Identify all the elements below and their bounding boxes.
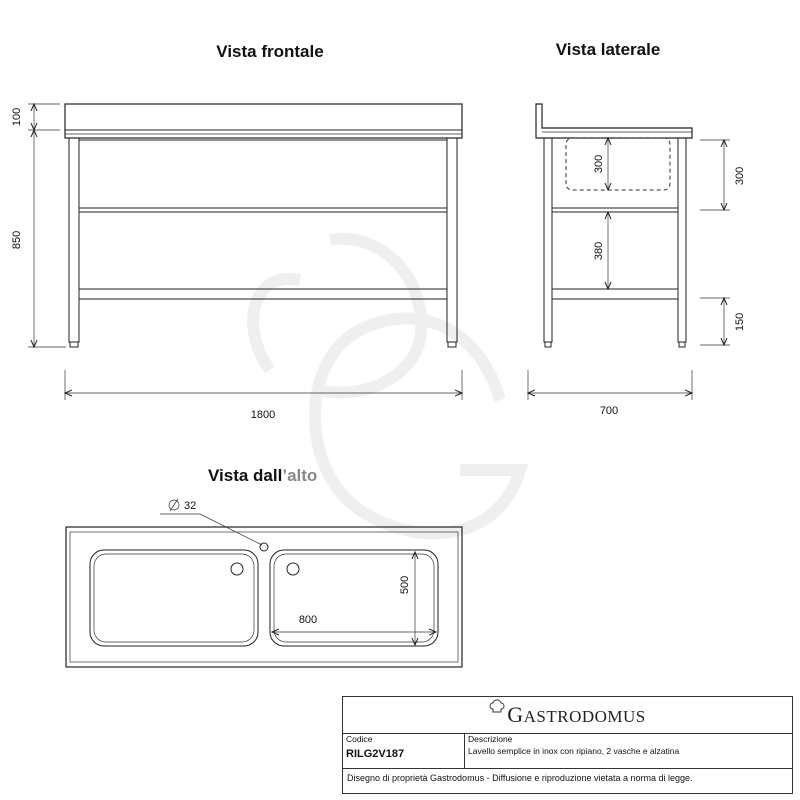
dim-total-depth: 700 <box>599 405 619 417</box>
dim-shelf-height: 150 <box>734 312 746 332</box>
dim-leg-height: 850 <box>11 230 23 250</box>
dim-hole-diameter: 32 <box>184 500 197 512</box>
chef-hat-icon <box>489 699 505 721</box>
dim-total-length: 1800 <box>250 409 276 421</box>
code-value: RILG2V187 <box>346 748 405 760</box>
code-cell <box>343 733 465 768</box>
dim-basin-width: 500 <box>399 575 411 595</box>
description-value: Lavello semplice in inox con ripiano, 2 vasche e alzatina <box>468 746 680 756</box>
copyright-footer: Disegno di proprietà Gastrodomus - Diffusione e riproduzione vietata a norma di legge. <box>347 773 693 783</box>
watermark-logo <box>250 239 520 534</box>
top-view <box>66 527 462 667</box>
code-label: Codice <box>346 734 373 744</box>
dim-backsplash-height: 100 <box>11 107 23 127</box>
side-dimensions <box>528 138 746 417</box>
side-view <box>536 104 692 347</box>
description-cell <box>465 733 792 768</box>
brand-name: GASTRODOMUS <box>507 702 646 727</box>
front-view <box>65 104 462 347</box>
front-view-title: Vista frontale <box>216 42 324 61</box>
dim-basin-depth-inner: 300 <box>593 154 605 174</box>
title-block-info-row <box>343 733 792 769</box>
title-block <box>342 696 793 794</box>
dim-basin-depth-outer: 300 <box>734 166 746 186</box>
dim-shelf-gap: 380 <box>593 241 605 261</box>
top-view-title: Vista dall’alto <box>208 466 318 485</box>
description-label: Descrizione <box>468 734 513 744</box>
side-view-title: Vista laterale <box>555 40 661 59</box>
dim-basin-length: 800 <box>298 614 318 626</box>
brand-logo <box>343 697 792 734</box>
